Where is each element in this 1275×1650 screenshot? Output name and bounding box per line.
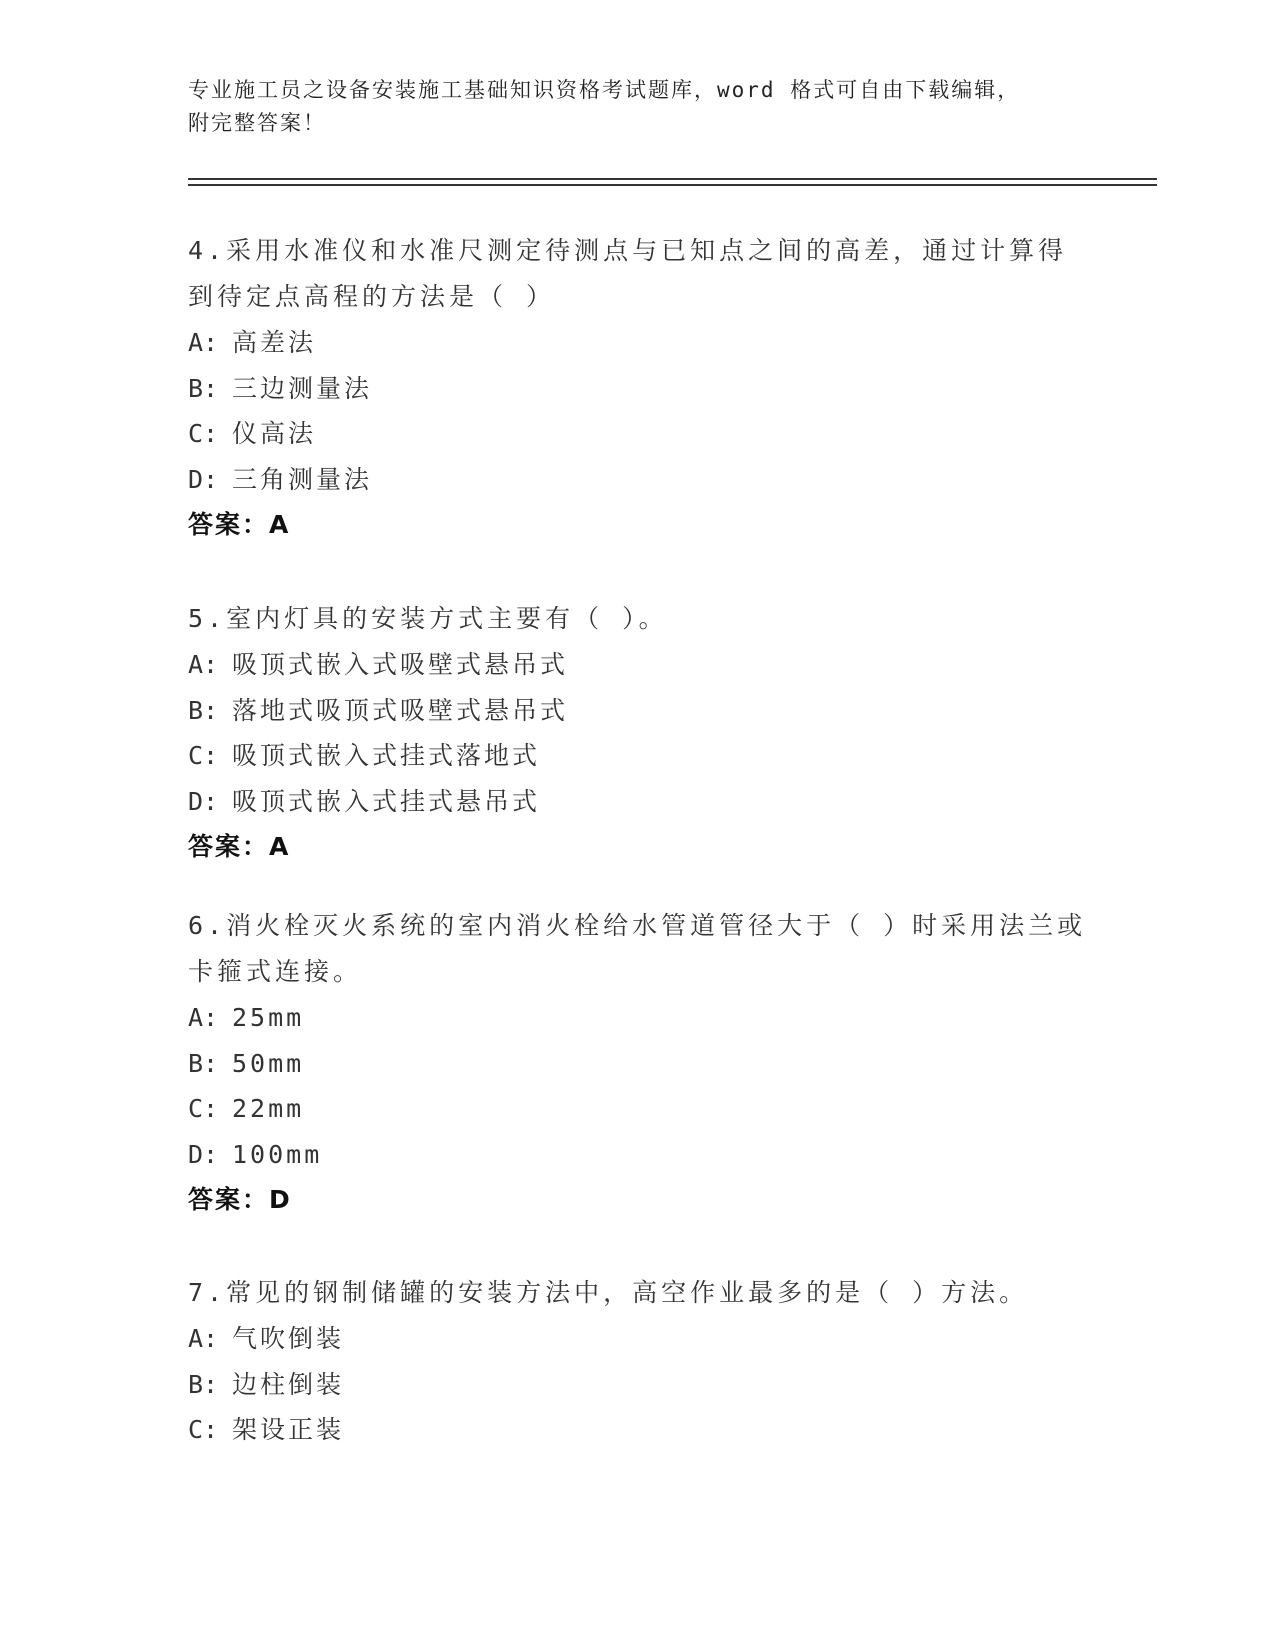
option-key: C: bbox=[188, 419, 219, 448]
option-text: 落地式吸顶式吸壁式悬吊式 bbox=[232, 695, 569, 725]
option-text: 25mm bbox=[232, 1003, 305, 1032]
option-key: B: bbox=[188, 373, 219, 403]
option-a bbox=[188, 642, 1088, 688]
question-stem-line-1: 6.消火栓灭火系统的室内消火栓给水管道管径大于（ ）时采用法兰或 bbox=[188, 911, 1087, 940]
option-key: B: bbox=[188, 695, 219, 725]
option-key: B: bbox=[188, 1369, 219, 1399]
option-text: 三角测量法 bbox=[232, 464, 373, 494]
option-key: D: bbox=[188, 1139, 219, 1169]
option-a bbox=[188, 1316, 1088, 1362]
question-stem-line-1: 7.常见的钢制储罐的安装方法中，高空作业最多的是（ ）方法。 bbox=[188, 1278, 1029, 1307]
option-d bbox=[188, 457, 1088, 503]
option-b bbox=[188, 688, 1088, 734]
option-b bbox=[188, 1362, 1088, 1408]
question-stem-line-1: 4.采用水准仪和水准尺测定待测点与已知点之间的高差，通过计算得 bbox=[188, 236, 1068, 265]
answer-label: 答案：A bbox=[188, 510, 291, 539]
question-stem-line-2: 卡箍式连接。 bbox=[188, 957, 363, 986]
option-text: 22mm bbox=[232, 1094, 305, 1123]
question-4 bbox=[188, 228, 1088, 548]
option-b bbox=[188, 1041, 1088, 1087]
option-c bbox=[188, 1407, 1088, 1453]
question-6 bbox=[188, 903, 1088, 1223]
option-text: 吸顶式嵌入式挂式悬吊式 bbox=[232, 786, 541, 816]
option-key: A: bbox=[188, 328, 219, 357]
header-line-2: 附完整答案！ bbox=[188, 111, 326, 135]
header-divider-bottom bbox=[188, 184, 1157, 186]
option-text: 高差法 bbox=[232, 328, 317, 357]
answer-label: 答案：A bbox=[188, 832, 291, 861]
option-key: B: bbox=[188, 1048, 219, 1078]
option-d bbox=[188, 1132, 1088, 1178]
option-text: 仪高法 bbox=[232, 419, 317, 448]
option-text: 架设正装 bbox=[232, 1415, 345, 1444]
option-key: A: bbox=[188, 1003, 219, 1032]
option-text: 气吹倒装 bbox=[232, 1324, 345, 1353]
option-text: 100mm bbox=[232, 1139, 323, 1169]
header-line-1: 专业施工员之设备安装施工基础知识资格考试题库，word 格式可自由下载编辑， bbox=[188, 78, 1021, 102]
answer-label: 答案：D bbox=[188, 1185, 292, 1214]
option-text: 吸顶式嵌入式挂式落地式 bbox=[232, 741, 541, 770]
option-key: D: bbox=[188, 464, 219, 494]
option-key: C: bbox=[188, 741, 219, 770]
option-key: C: bbox=[188, 1415, 219, 1444]
option-text: 50mm bbox=[232, 1048, 305, 1078]
option-a bbox=[188, 995, 1088, 1041]
document-header bbox=[188, 74, 1088, 140]
header-divider-top bbox=[188, 178, 1157, 180]
option-key: C: bbox=[188, 1094, 219, 1123]
option-text: 三边测量法 bbox=[232, 373, 373, 403]
option-key: D: bbox=[188, 786, 219, 816]
option-text: 边柱倒装 bbox=[232, 1369, 345, 1399]
option-c bbox=[188, 733, 1088, 779]
question-stem-line-1: 5.室内灯具的安装方式主要有（ ）。 bbox=[188, 604, 668, 633]
question-5 bbox=[188, 596, 1088, 870]
option-d bbox=[188, 779, 1088, 825]
option-text: 吸顶式嵌入式吸壁式悬吊式 bbox=[232, 650, 569, 679]
option-b bbox=[188, 366, 1088, 412]
option-key: A: bbox=[188, 650, 219, 679]
question-7 bbox=[188, 1270, 1088, 1453]
option-a bbox=[188, 320, 1088, 366]
option-c bbox=[188, 411, 1088, 457]
option-c bbox=[188, 1086, 1088, 1132]
option-key: A: bbox=[188, 1324, 219, 1353]
question-stem-line-2: 到待定点高程的方法是（ ） bbox=[188, 282, 556, 311]
